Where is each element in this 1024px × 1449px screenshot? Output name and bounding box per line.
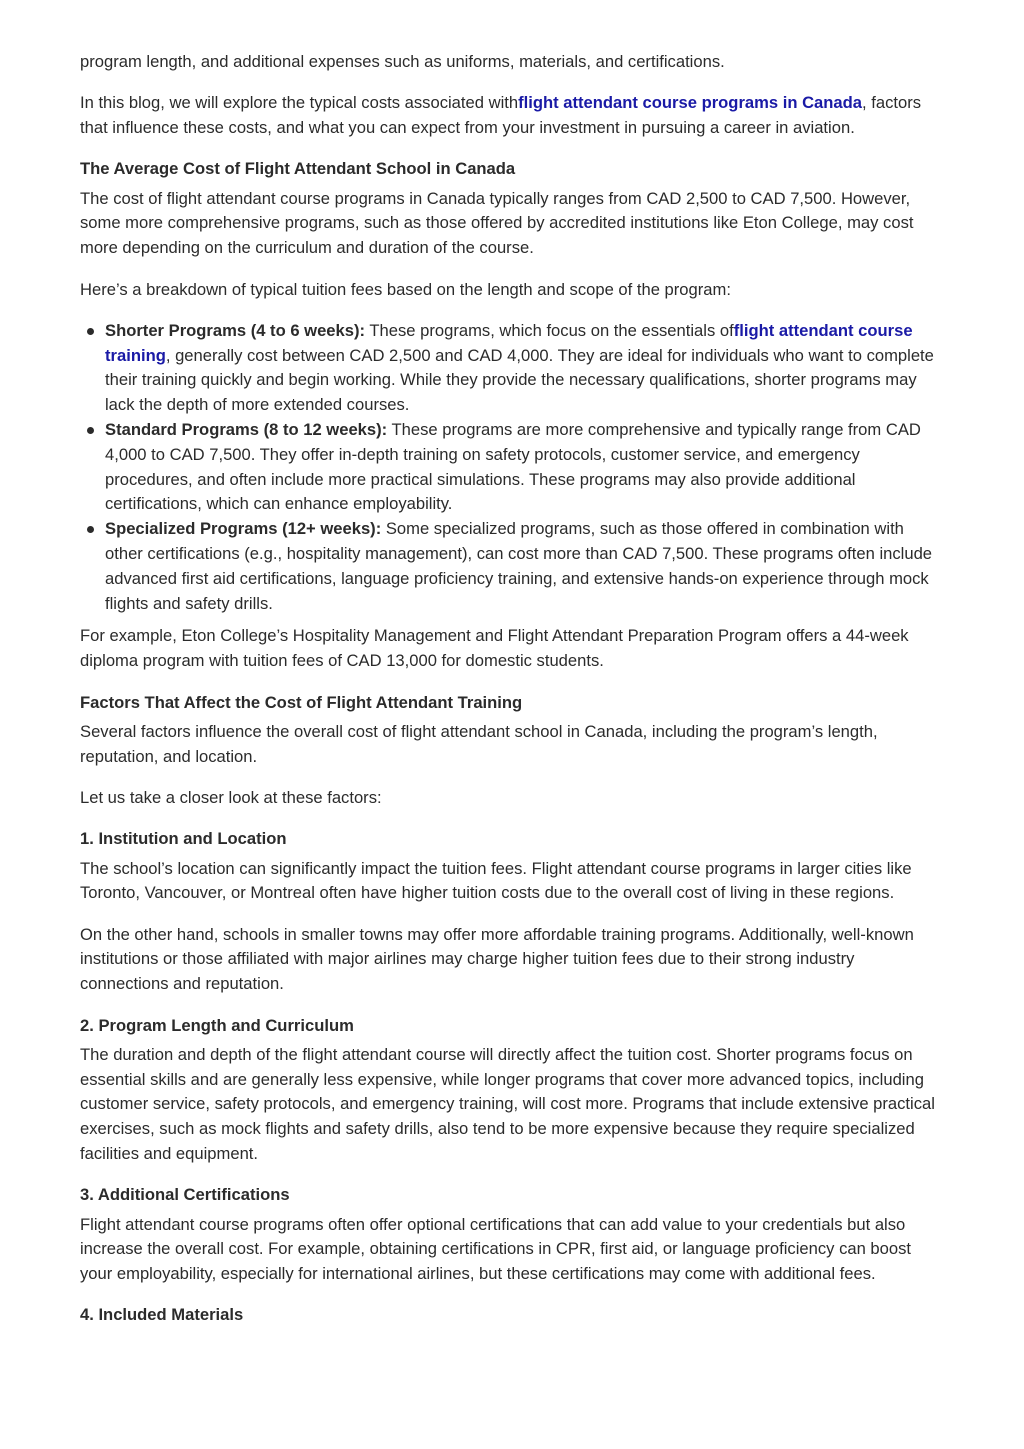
list-item-text: , generally cost between CAD 2,500 and CAD 4,000. They are ideal for individuals who want to complete their training quickly and begin working. While they provide the necessary qualifications, shorter programs may lack the depth of more extended courses. bbox=[105, 345, 934, 415]
list-item-title: Standard Programs (8 to 12 weeks): bbox=[105, 420, 388, 440]
institution-location-heading: 1. Institution and Location bbox=[80, 829, 287, 849]
list-item bbox=[105, 517, 940, 616]
intro-carryover-paragraph: program length, and additional expenses such as uniforms, materials, and certifications. bbox=[80, 52, 725, 71]
list-item bbox=[105, 418, 940, 517]
average-cost-heading: The Average Cost of Flight Attendant School in Canada bbox=[80, 159, 516, 179]
list-item bbox=[105, 319, 940, 418]
program-length-heading: 2. Program Length and Curriculum bbox=[80, 1015, 354, 1035]
list-item-title: Shorter Programs (4 to 6 weeks): bbox=[105, 320, 366, 340]
average-cost-paragraph: The cost of flight attendant course programs in Canada typically ranges from CAD 2,500 to CAD 7,500. However, some more comprehensive programs, such as those offered by accredited institutions like Eton College, may cost more depending on the curriculum and duration of the course. bbox=[80, 188, 914, 258]
list-item-text: Some specialized programs, such as those offered in combination with other certifications (e.g., hospitality management), can cost more than CAD 7,500. These programs often include advanced first aid certifications, language proficiency training, and extensive hands-on experience through mock flights and safety drills. bbox=[105, 519, 933, 613]
flight-attendant-programs-canada-link[interactable]: flight attendant course programs in Canada bbox=[518, 93, 863, 113]
included-materials-heading: 4. Included Materials bbox=[80, 1305, 244, 1325]
list-item-text: These programs, which focus on the essentials of bbox=[365, 320, 734, 340]
list-item-text: These programs are more comprehensive and typically range from CAD 4,000 to CAD 7,500. They offer in-depth training on safety protocols, customer service, and emergency procedures, and often include more practical simulations. These programs may also provide additional certifications, which can enhance employability. bbox=[105, 420, 921, 514]
additional-certifications-heading: 3. Additional Certifications bbox=[80, 1185, 290, 1205]
list-item-title: Specialized Programs (12+ weeks): bbox=[105, 519, 382, 539]
intro-blog-text-before: In this blog, we will explore the typical costs associated with bbox=[80, 93, 519, 113]
institution-location-paragraph-1: The school’s location can significantly impact the tuition fees. Flight attendant course programs in larger cities like Toronto, Vancouver, or Montreal often have higher tuition costs due to the overall cost of living in these regions. bbox=[80, 858, 912, 903]
factors-heading: Factors That Affect the Cost of Flight Attendant Training bbox=[80, 692, 523, 712]
additional-certifications-paragraph: Flight attendant course programs often offer optional certifications that can add value to your credentials but also increase the overall cost. For example, obtaining certifications in CPR, first aid, or language proficiency can boost your employability, especially for international airlines, but these certifications may come with additional fees. bbox=[80, 1214, 912, 1284]
program-length-paragraph: The duration and depth of the flight attendant course will directly affect the tuition cost. Shorter programs focus on essential skills and are generally less expensive, while longer programs that cover more advanced topics, including customer service, safety protocols, and emergency training, will cost more. Programs that include extensive practical exercises, such as mock flights and safety drills, also tend to be more expensive because they require specialized facilities and equipment. bbox=[80, 1044, 935, 1163]
eton-example-paragraph: For example, Eton College’s Hospitality Management and Flight Attendant Preparation Program offers a 44-week diploma program with tuition fees of CAD 13,000 for domestic students. bbox=[80, 626, 909, 671]
institution-location-paragraph-2: On the other hand, schools in smaller towns may offer more affordable training programs. Additionally, well-known institutions or those affiliated with major airlines may charge higher tuition fees due to their strong industry connections and reputation. bbox=[80, 924, 914, 994]
program-types-list bbox=[80, 319, 940, 617]
factors-lead-paragraph: Let us take a closer look at these factors: bbox=[80, 787, 382, 807]
factors-intro-paragraph: Several factors influence the overall cost of flight attendant school in Canada, including the program’s length, reputation, and location. bbox=[80, 721, 878, 766]
intro-blog-paragraph bbox=[80, 91, 940, 141]
intro-blog-text-after: , factors that influence these costs, and what you can expect from your investment in pursuing a career in aviation. bbox=[80, 93, 922, 138]
flight-attendant-course-training-link[interactable]: flight attendant course training bbox=[105, 320, 913, 365]
breakdown-intro-paragraph: Here’s a breakdown of typical tuition fees based on the length and scope of the program: bbox=[80, 279, 731, 299]
